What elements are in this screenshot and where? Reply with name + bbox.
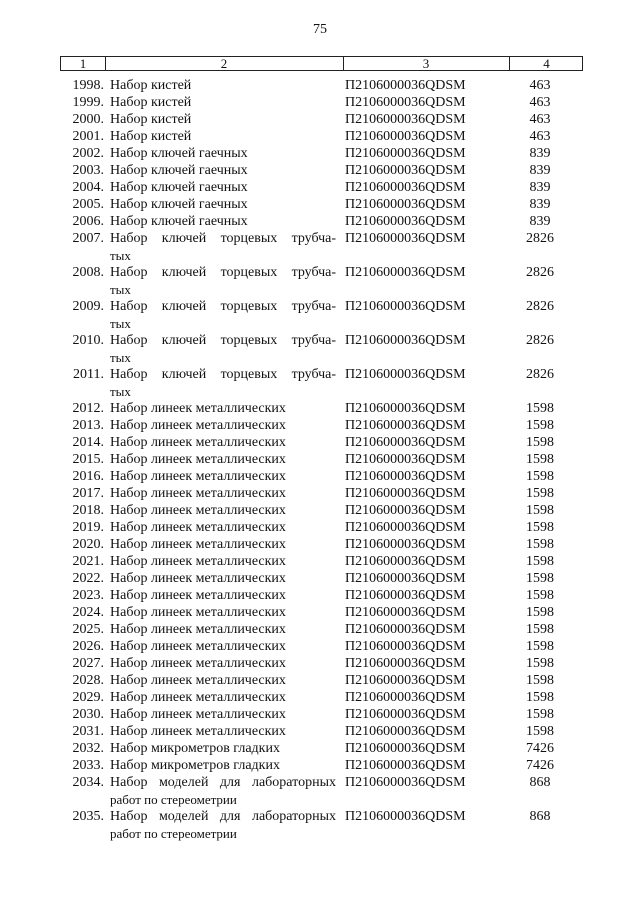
row-number: 2035. (72, 809, 104, 824)
item-name: Набор ключей гаечных (110, 146, 248, 161)
row-number: 2007. (72, 231, 104, 246)
item-quantity: 2826 (526, 231, 554, 246)
item-quantity: 1598 (526, 656, 554, 671)
item-quantity: 839 (529, 146, 551, 161)
item-name: Набор линеек металлических (110, 622, 286, 637)
item-code: П2106000036QDSM (345, 129, 466, 144)
row-number: 2016. (72, 469, 104, 484)
item-name: Набор линеек металлических (110, 537, 286, 552)
row-number: 1999. (72, 95, 104, 110)
item-name: Набор линеек металлических (110, 452, 286, 467)
item-name: Набор линеек металлических (110, 571, 286, 586)
item-quantity: 463 (529, 112, 551, 127)
item-name-continuation: тых (110, 282, 131, 297)
item-quantity: 1598 (526, 639, 554, 654)
item-name: Набор линеек металлических (110, 605, 286, 620)
item-quantity: 463 (529, 78, 551, 93)
row-number: 2010. (72, 333, 104, 348)
item-code: П2106000036QDSM (345, 690, 466, 705)
header-col-4: 4 (543, 56, 550, 71)
item-name: Набор линеек металлических (110, 673, 286, 688)
row-number: 2000. (72, 112, 104, 127)
row-number: 2027. (72, 656, 104, 671)
item-name: Набор моделей для лабораторных (110, 775, 336, 790)
item-code: П2106000036QDSM (345, 639, 466, 654)
item-name: Набор линеек металлических (110, 724, 286, 739)
item-name: Набор линеек металлических (110, 520, 286, 535)
item-quantity: 1598 (526, 673, 554, 688)
item-code: П2106000036QDSM (345, 775, 466, 790)
item-quantity: 839 (529, 163, 551, 178)
item-name: Набор линеек металлических (110, 707, 286, 722)
item-code: П2106000036QDSM (345, 418, 466, 433)
item-name: Набор ключей торцевых трубча- (110, 299, 336, 314)
item-name: Набор линеек металлических (110, 639, 286, 654)
row-number: 1998. (72, 78, 104, 93)
row-number: 2029. (72, 690, 104, 705)
item-quantity: 463 (529, 95, 551, 110)
item-name: Набор моделей для лабораторных (110, 809, 336, 824)
row-number: 2031. (72, 724, 104, 739)
item-name: Набор линеек металлических (110, 401, 286, 416)
item-quantity: 1598 (526, 690, 554, 705)
item-quantity: 1598 (526, 452, 554, 467)
row-number: 2008. (72, 265, 104, 280)
row-number: 2002. (72, 146, 104, 161)
item-quantity: 1598 (526, 435, 554, 450)
item-quantity: 7426 (526, 741, 554, 756)
item-quantity: 1598 (526, 503, 554, 518)
item-name-continuation: работ по стереометрии (110, 792, 237, 807)
item-name-continuation: тых (110, 248, 131, 263)
item-name-continuation: тых (110, 384, 131, 399)
item-quantity: 1598 (526, 622, 554, 637)
item-quantity: 463 (529, 129, 551, 144)
row-number: 2032. (72, 741, 104, 756)
item-quantity: 1598 (526, 537, 554, 552)
item-code: П2106000036QDSM (345, 299, 466, 314)
item-code: П2106000036QDSM (345, 809, 466, 824)
item-name: Набор ключей гаечных (110, 214, 248, 229)
row-number: 2005. (72, 197, 104, 212)
item-code: П2106000036QDSM (345, 537, 466, 552)
item-quantity: 839 (529, 214, 551, 229)
item-quantity: 1598 (526, 605, 554, 620)
row-number: 2011. (73, 367, 104, 382)
item-name: Набор ключей торцевых трубча- (110, 367, 336, 382)
item-quantity: 868 (529, 809, 551, 824)
item-name: Набор ключей гаечных (110, 163, 248, 178)
row-number: 2026. (72, 639, 104, 654)
item-name: Набор линеек металлических (110, 503, 286, 518)
row-number: 2024. (72, 605, 104, 620)
item-name: Набор кистей (110, 112, 192, 127)
item-code: П2106000036QDSM (345, 622, 466, 637)
item-quantity: 7426 (526, 758, 554, 773)
item-name: Набор линеек металлических (110, 486, 286, 501)
item-code: П2106000036QDSM (345, 605, 466, 620)
item-code: П2106000036QDSM (345, 367, 466, 382)
item-code: П2106000036QDSM (345, 554, 466, 569)
item-name: Набор ключей торцевых трубча- (110, 231, 336, 246)
row-number: 2030. (72, 707, 104, 722)
item-code: П2106000036QDSM (345, 469, 466, 484)
item-quantity: 2826 (526, 299, 554, 314)
row-number: 2020. (72, 537, 104, 552)
item-name: Набор ключей гаечных (110, 197, 248, 212)
item-code: П2106000036QDSM (345, 571, 466, 586)
item-name: Набор линеек металлических (110, 418, 286, 433)
item-name: Набор линеек металлических (110, 554, 286, 569)
row-number: 2003. (72, 163, 104, 178)
row-number: 2022. (72, 571, 104, 586)
row-number: 2034. (72, 775, 104, 790)
item-quantity: 2826 (526, 265, 554, 280)
item-code: П2106000036QDSM (345, 758, 466, 773)
item-code: П2106000036QDSM (345, 452, 466, 467)
item-name: Набор линеек металлических (110, 690, 286, 705)
item-code: П2106000036QDSM (345, 486, 466, 501)
item-code: П2106000036QDSM (345, 265, 466, 280)
item-code: П2106000036QDSM (345, 180, 466, 195)
row-number: 2019. (72, 520, 104, 535)
row-number: 2033. (72, 758, 104, 773)
row-number: 2004. (72, 180, 104, 195)
item-quantity: 868 (529, 775, 551, 790)
item-code: П2106000036QDSM (345, 656, 466, 671)
item-name: Набор кистей (110, 129, 192, 144)
item-name: Набор линеек металлических (110, 588, 286, 603)
row-number: 2014. (72, 435, 104, 450)
row-number: 2006. (72, 214, 104, 229)
item-code: П2106000036QDSM (345, 707, 466, 722)
row-number: 2021. (72, 554, 104, 569)
item-name: Набор ключей гаечных (110, 180, 248, 195)
row-number: 2018. (72, 503, 104, 518)
item-code: П2106000036QDSM (345, 673, 466, 688)
item-code: П2106000036QDSM (345, 401, 466, 416)
item-name: Набор кистей (110, 95, 192, 110)
row-number: 2009. (72, 299, 104, 314)
item-quantity: 1598 (526, 724, 554, 739)
header-col-2: 2 (105, 57, 344, 70)
item-code: П2106000036QDSM (345, 503, 466, 518)
item-name: Набор линеек металлических (110, 656, 286, 671)
item-quantity: 1598 (526, 588, 554, 603)
item-quantity: 2826 (526, 367, 554, 382)
item-code: П2106000036QDSM (345, 146, 466, 161)
item-code: П2106000036QDSM (345, 435, 466, 450)
item-quantity: 839 (529, 197, 551, 212)
row-number: 2001. (72, 129, 104, 144)
item-name: Набор кистей (110, 78, 192, 93)
item-code: П2106000036QDSM (345, 333, 466, 348)
item-code: П2106000036QDSM (345, 231, 466, 246)
row-number: 2013. (72, 418, 104, 433)
item-code: П2106000036QDSM (345, 520, 466, 535)
item-code: П2106000036QDSM (345, 163, 466, 178)
item-code: П2106000036QDSM (345, 112, 466, 127)
row-number: 2012. (72, 401, 104, 416)
row-number: 2023. (72, 588, 104, 603)
item-name: Набор линеек металлических (110, 469, 286, 484)
item-quantity: 2826 (526, 333, 554, 348)
item-code: П2106000036QDSM (345, 724, 466, 739)
page-number: 75 (313, 22, 327, 37)
item-code: П2106000036QDSM (345, 95, 466, 110)
item-code: П2106000036QDSM (345, 214, 466, 229)
row-number: 2025. (72, 622, 104, 637)
item-code: П2106000036QDSM (345, 741, 466, 756)
header-col-1: 1 (61, 57, 106, 70)
item-name-continuation: тых (110, 316, 131, 331)
item-quantity: 1598 (526, 469, 554, 484)
row-number: 2015. (72, 452, 104, 467)
item-name: Набор ключей торцевых трубча- (110, 265, 336, 280)
item-name: Набор микрометров гладких (110, 758, 280, 773)
item-name-continuation: тых (110, 350, 131, 365)
item-name-continuation: работ по стереометрии (110, 826, 237, 841)
row-number: 2028. (72, 673, 104, 688)
row-number: 2017. (72, 486, 104, 501)
item-quantity: 1598 (526, 707, 554, 722)
item-quantity: 1598 (526, 554, 554, 569)
item-quantity: 839 (529, 180, 551, 195)
item-name: Набор линеек металлических (110, 435, 286, 450)
item-code: П2106000036QDSM (345, 78, 466, 93)
item-code: П2106000036QDSM (345, 588, 466, 603)
item-name: Набор ключей торцевых трубча- (110, 333, 336, 348)
item-quantity: 1598 (526, 486, 554, 501)
item-quantity: 1598 (526, 418, 554, 433)
item-quantity: 1598 (526, 520, 554, 535)
header-col-3: 3 (343, 57, 510, 70)
table-header (60, 56, 583, 71)
item-quantity: 1598 (526, 401, 554, 416)
item-quantity: 1598 (526, 571, 554, 586)
item-code: П2106000036QDSM (345, 197, 466, 212)
item-name: Набор микрометров гладких (110, 741, 280, 756)
